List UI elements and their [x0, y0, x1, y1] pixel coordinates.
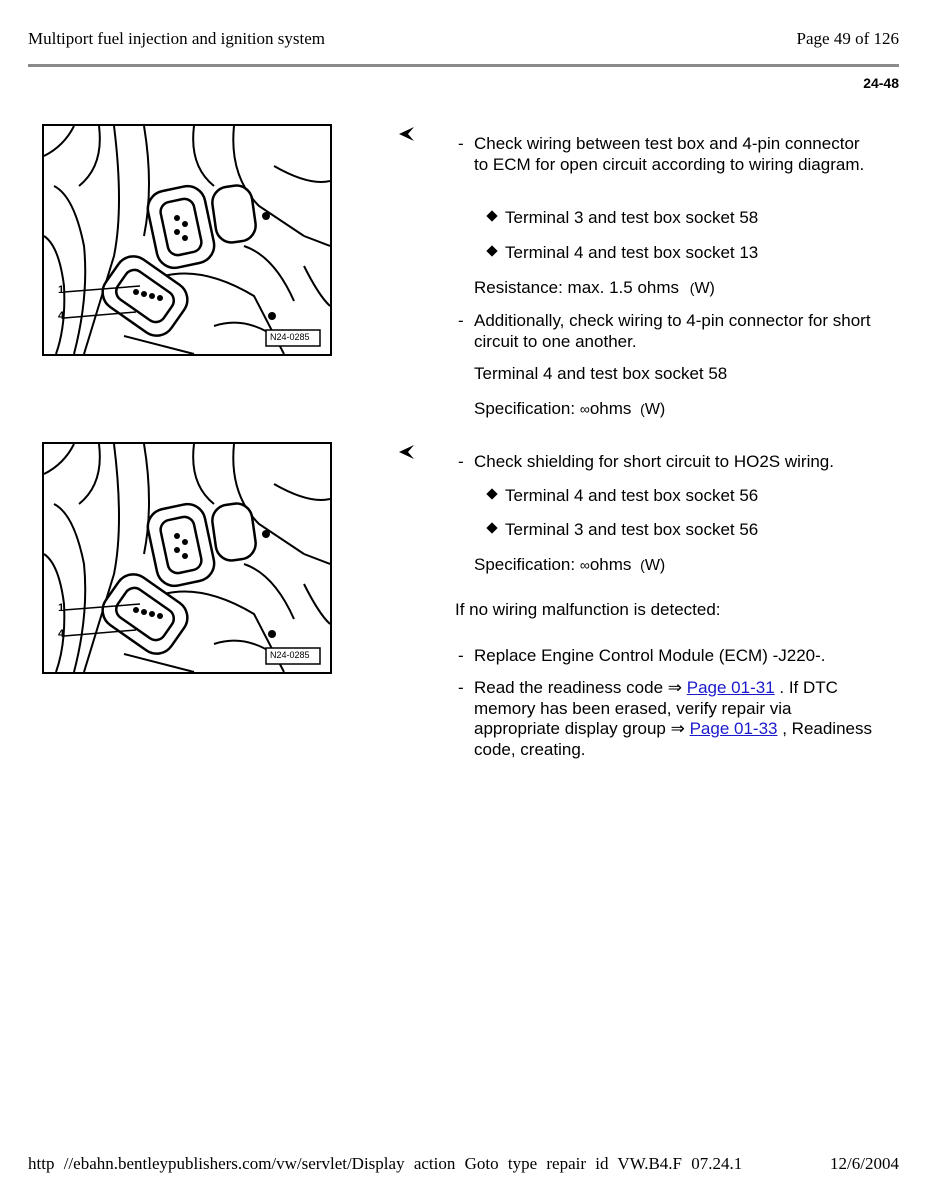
resistance-text: Resistance: max. 1.5 ohms — [474, 278, 680, 297]
figure-label-1: 1 — [58, 602, 65, 614]
spec-value: ohms — [589, 399, 632, 418]
step-text-part: Read the readiness code — [474, 678, 664, 697]
step-text — [474, 678, 878, 760]
step-text: Check wiring between test box and 4-pin connector to ECM for open circuit according to wiring diagram. — [474, 134, 865, 174]
list-item — [488, 208, 758, 229]
paren-symbol: ( — [689, 280, 695, 296]
unit-w: W) — [644, 401, 666, 418]
step-check-short — [458, 311, 878, 352]
page-indicator: Page 49 of 126 — [796, 29, 899, 48]
list-item-text: Terminal 4 and test box socket 56 — [505, 486, 759, 505]
no-fault-note: If no wiring malfunction is detected: — [455, 600, 721, 619]
spec-label: Specification: — [474, 399, 576, 418]
pointer-arrow-icon — [398, 126, 416, 142]
infinity-symbol: ∞ — [579, 401, 590, 417]
connector-illustration-1 — [42, 124, 332, 356]
list-item — [488, 520, 758, 541]
list-item-text: Terminal 4 and test box socket 13 — [505, 243, 759, 262]
engine-connector-drawing — [44, 126, 330, 354]
step-text: Check shielding for short circuit to HO2S wiring. — [474, 452, 834, 471]
arrow-right-icon: ⇒ — [670, 719, 685, 738]
section-number: 24-48 — [863, 75, 899, 91]
source-url: http //ebahn.bentleypublishers.com/vw/servlet/Display action Goto type repair id VW.B4.F 07.24.1 — [28, 1154, 743, 1173]
list-item-text: Terminal 3 and test box socket 58 — [505, 208, 759, 227]
dash-marker: - — [458, 678, 464, 697]
infinity-symbol: ∞ — [579, 557, 590, 573]
spec-value: ohms — [589, 555, 632, 574]
spec-label: Specification: — [474, 555, 576, 574]
list-item — [488, 486, 758, 507]
print-date: 12/6/2004 — [830, 1154, 899, 1173]
dash-marker: - — [458, 134, 464, 153]
step-replace-ecm — [458, 646, 878, 667]
dash-marker: - — [458, 646, 464, 665]
specification-line — [474, 555, 665, 577]
resistance-spec — [474, 278, 715, 300]
link-page-01-33[interactable]: Page 01-33 — [689, 719, 778, 738]
step-text: Additionally, check wiring to 4-pin connector for short circuit to one another. — [474, 311, 871, 351]
diamond-bullet-icon — [486, 522, 497, 533]
figure-code: N24-0285 — [270, 650, 310, 660]
header-rule — [28, 64, 899, 67]
connector-illustration-2 — [42, 442, 332, 674]
unit-w: W) — [694, 280, 715, 297]
engine-connector-drawing — [44, 444, 330, 672]
paren-symbol: ( — [640, 401, 645, 417]
list-item — [488, 243, 758, 264]
step-check-shielding — [458, 452, 878, 473]
link-page-01-31[interactable]: Page 01-31 — [686, 678, 775, 697]
list-item-text: Terminal 3 and test box socket 56 — [505, 520, 759, 539]
diamond-bullet-icon — [486, 488, 497, 499]
step-text-part: , Readiness code, creating. — [474, 719, 872, 759]
pointer-arrow-icon — [398, 444, 416, 460]
document-title: Multiport fuel injection and ignition system — [28, 29, 325, 48]
figure-label-1: 1 — [58, 284, 65, 296]
arrow-right-icon: ⇒ — [667, 678, 683, 697]
step-text: Replace Engine Control Module (ECM) -J220-. — [474, 646, 826, 665]
figure-label-4: 4 — [58, 310, 65, 322]
step-check-wiring — [458, 134, 878, 175]
paren-symbol: ( — [640, 557, 645, 573]
dash-marker: - — [458, 452, 464, 471]
figure-label-4: 4 — [58, 628, 65, 640]
dash-marker: - — [458, 311, 464, 330]
step-read-readiness — [458, 678, 878, 760]
figure-code: N24-0285 — [270, 332, 310, 342]
diamond-bullet-icon — [486, 245, 497, 256]
unit-w: W) — [644, 557, 666, 574]
diamond-bullet-icon — [486, 210, 497, 221]
terminal-line: Terminal 4 and test box socket 58 — [474, 364, 728, 383]
step-text-part: . If DTC memory has been erased, verify repair via appropriate display group — [474, 678, 838, 738]
specification-line — [474, 399, 665, 421]
